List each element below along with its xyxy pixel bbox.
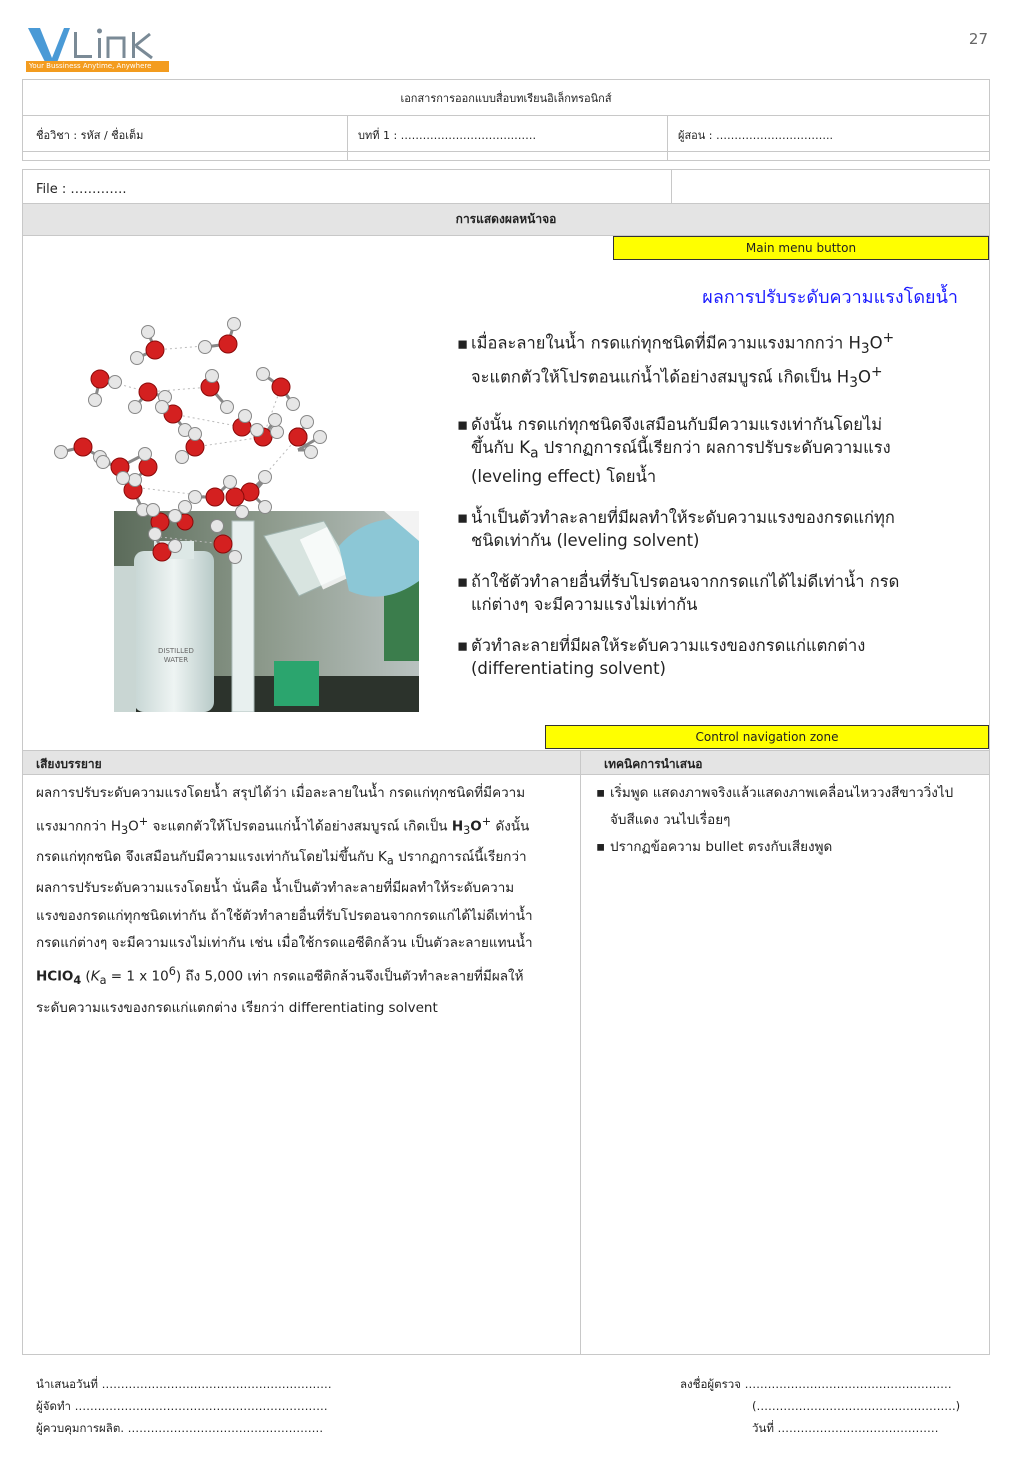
slide-bullets (457, 327, 977, 698)
production-controller: ผู้ควบคุมการผลิต. …………………………………………… (36, 1421, 324, 1435)
reviewer-sign: ลงชื่อผู้ตรวจ ……………………………………………… (680, 1377, 952, 1391)
bottle-label-2: WATER (163, 656, 189, 664)
subject-field: ชื่อวิชา : รหัส / ชื่อเต็ม (36, 129, 144, 142)
document-title: เอกสารการออกแบบสื่อบทเรียนอิเล็กทรอนิกส์ (400, 92, 612, 105)
technique-item-2: ▪ ปรากฏข้อความ bullet ตรงกับเสียงพูด (596, 839, 833, 855)
bullet-1: ▪ เมื่อละลายในน้ำ กรดแก่ทุกชนิดที่มีความแรงมากกว่า $H_3O^+$ จะแตกตัวให้โปรตอนแก่น้ำได้อย่างสมบูรณ์ เกิดเป็น $H_3O^+$ (457, 330, 895, 391)
logo-tagline: Your Bussiness Anytime, Anywhere (29, 62, 152, 70)
bullet-2: ▪ ดังนั้น กรดแก่ทุกชนิดจึงเสมือนกับมีความแรงเท่ากันโดยไม่ ขึ้นกับ $K_a$ ปรากฏการณ์นี้เรียกว่า ผลการปรับระดับความแรง (leveling effect) โดยน้ำ (457, 414, 891, 486)
bottle-label-1: DISTILLED (158, 647, 194, 655)
water-molecules-illustration (45, 312, 365, 572)
narration-text: ผลการปรับระดับความแรงโดยน้ำ สรุปได้ว่า เมื่อละลายในน้ำ กรดแก่ทุกชนิดที่มีความ แรงมากกว่า $H_3O^+$ จะแตกตัวให้โปรตอนแก่น้ำได้อย่างสมบูรณ์ เกิดเป็น $H_3O^+$ ดังนั้น กรดแก่ทุกชนิด จึงเสมือนกับมีความแรงเท่ากันโดยไม่ขึ้นกับ $K_a$ ปรากฏการณ์นี้เรียกว่า ผลการปรับระดับความแรงโดยน้ำ นั่นคือ น้ำเป็นตัวทำละลายที่มีผลทำให้ระดับความ แรงของกรดแก่ทุกชนิดเท่ากัน ถ้าใช้ตัวทำลายอื่นที่รับโปรตอนจากกรดแก่ได้ไม่ดีเท่าน้ำ กรดแก่ต่างๆ จะมีความแรงไม่เท่ากัน เช่น เมื่อใช้กรดแอซีติกล้วน เป็นตัวละลายแทนน้ำ HClO$_4$ ($K_a = 1$ x $10^6$) ถึง 5,000 เท่า กรดแอซีติกล้วนจึงเป็นตัวทำละลายที่มีผลให้ ระดับความแรงของกรดแก่แตกต่าง เรียกว่า differentiating solvent (36, 785, 533, 1016)
lesson-field: บทที่ 1 : ………………………….…… (358, 129, 537, 142)
narration-header: เสียงบรรยาย (36, 757, 102, 771)
screen-display-title: การแสดงผลหน้าจอ (455, 212, 557, 226)
screen-display-header (23, 203, 989, 236)
file-field: File : …………. (36, 182, 127, 197)
bullet-3: ▪ น้ำเป็นตัวทำละลายที่มีผลทำให้ระดับความแรงของกรดแก่ทุก ชนิดเท่ากัน (leveling solvent) (457, 507, 895, 550)
bullet-5: ▪ ตัวทำละลายที่มีผลให้ระดับความแรงของกรดแก่แตกต่าง (differentiating solvent) (457, 635, 866, 678)
bullet-4: ▪ ถ้าใช้ตัวทำลายอื่นที่รับโปรตอนจากกรดแก่ได้ไม่ดีเท่าน้ำ กรด แก่ต่างๆ จะมีความแรงไม่เท่ากัน (457, 571, 900, 614)
control-navigation-zone[interactable]: Control navigation zone (545, 725, 989, 749)
footer-left (36, 1373, 332, 1439)
reviewer-date: วันที่ …………………………………… (752, 1421, 939, 1435)
footer-right (680, 1373, 960, 1439)
technique-item-1: ▪ เริ่มพูด แสดงภาพจริงแล้วแสดงภาพเคลื่อนไหววงสีขาววิ่งไป จับสีแดง วนไปเรื่อยๆ (596, 785, 954, 828)
notes-header-row (23, 750, 989, 775)
reviewer-name: (…………………………………………….) (752, 1399, 961, 1413)
slide-title: ผลการปรับระดับความแรงโดยน้ำ (702, 287, 958, 308)
presented-date: นำเสนอวันที่ …………………………………………………… (36, 1377, 332, 1391)
instructor-field: ผู้สอน : ………………………….. (678, 129, 833, 142)
page-number: 27 (968, 30, 988, 48)
vlink-logo (26, 24, 171, 74)
producer: ผู้จัดทำ ………………………………………………………… (36, 1399, 328, 1413)
main-menu-button[interactable]: Main menu button (613, 236, 989, 260)
technique-header: เทคนิคการนำเสนอ (604, 757, 703, 771)
technique-text (596, 780, 984, 861)
